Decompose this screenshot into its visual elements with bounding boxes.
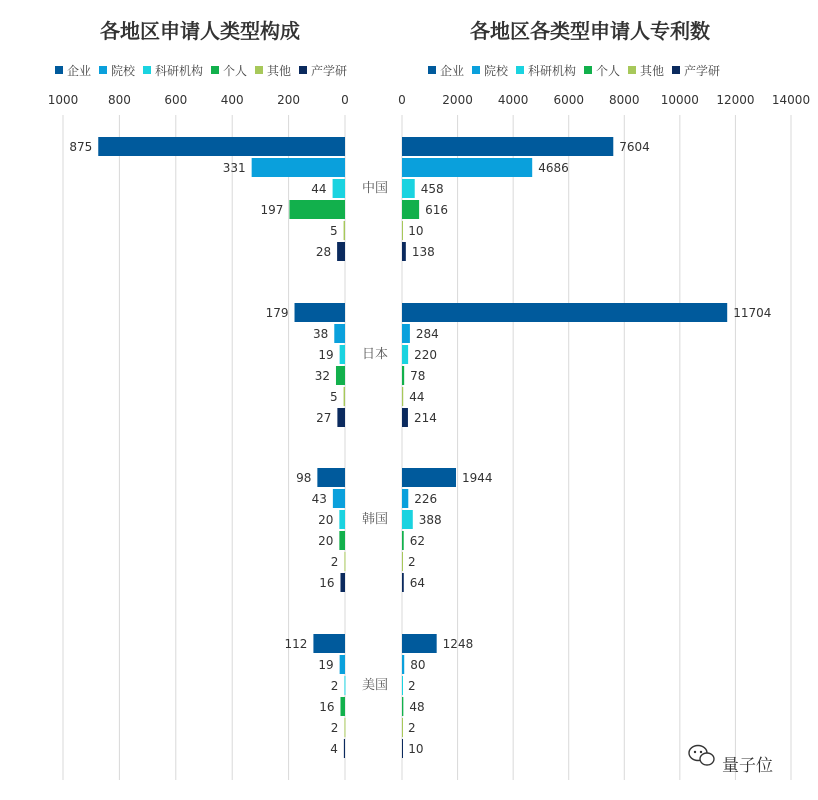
right-bar	[402, 242, 406, 261]
wechat-icon	[689, 746, 714, 766]
right-data-label: 44	[409, 390, 425, 404]
legend-label-4: 其他	[267, 64, 292, 78]
left-data-label: 5	[329, 390, 338, 404]
right-axis-ticks	[398, 93, 810, 107]
right-data-label: 1248	[442, 637, 474, 651]
left-data-label: 875	[69, 140, 93, 154]
right-data-label: 2	[408, 679, 416, 693]
left-data-label: 44	[311, 182, 327, 196]
right-chart-title: 各地区各类型申请人专利数	[470, 19, 710, 43]
country-labels	[362, 180, 388, 693]
left-data-label: 5	[329, 224, 338, 238]
right-data-label: 4686	[538, 161, 569, 175]
left-bar	[344, 739, 345, 758]
legend-label-2: 科研机构	[528, 64, 577, 78]
country-label: 韩国	[361, 512, 389, 527]
left-bar	[344, 718, 345, 737]
right-tick-label: 0	[398, 93, 406, 107]
right-legend	[428, 63, 720, 78]
legend-swatch-2	[143, 66, 151, 74]
left-data-label: 43	[311, 492, 327, 506]
legend-label-3: 个人	[223, 64, 248, 78]
right-bar	[402, 655, 404, 674]
left-data-label: 4	[330, 742, 338, 756]
left-data-label: 19	[318, 658, 334, 672]
legend-swatch-4	[628, 66, 636, 74]
right-bar	[402, 345, 408, 364]
country-label: 日本	[361, 347, 389, 362]
left-data-label: 19	[318, 348, 334, 362]
left-bar	[344, 387, 345, 406]
left-data-label: 27	[316, 411, 332, 425]
right-tick-label: 2000	[442, 93, 473, 107]
left-bar	[344, 221, 345, 240]
right-data-label: 78	[410, 369, 426, 383]
left-bar	[337, 242, 345, 261]
legend-swatch-5	[672, 66, 680, 74]
left-bar	[289, 200, 345, 219]
right-bar	[402, 221, 403, 240]
left-tick-label: 800	[107, 93, 131, 107]
legend-swatch-1	[99, 66, 107, 74]
right-data-label: 458	[420, 182, 444, 196]
right-tick-label: 14000	[771, 93, 811, 107]
right-data-label: 214	[413, 411, 437, 425]
legend-swatch-3	[584, 66, 592, 74]
right-data-label: 616	[425, 203, 449, 217]
legend-swatch-4	[255, 66, 263, 74]
right-bar	[402, 158, 532, 177]
left-bar	[98, 137, 345, 156]
right-data-label: 7604	[619, 140, 650, 154]
left-bars	[69, 137, 345, 758]
right-bar	[402, 179, 415, 198]
country-label: 中国	[361, 181, 389, 196]
legend-label-5: 产学研	[311, 64, 348, 78]
right-bar	[402, 324, 410, 343]
right-tick-label: 4000	[497, 93, 529, 107]
left-data-label: 38	[313, 327, 329, 341]
legend-swatch-1	[472, 66, 480, 74]
country-label: 美国	[361, 678, 389, 693]
right-bar	[402, 573, 404, 592]
legend-swatch-2	[516, 66, 524, 74]
left-tick-label: 0	[341, 93, 349, 107]
right-data-label: 284	[415, 327, 439, 341]
right-bar	[402, 366, 404, 385]
legend-label-0: 企业	[67, 64, 92, 78]
right-bar	[402, 552, 403, 571]
right-data-label: 80	[410, 658, 426, 672]
left-tick-label: 400	[220, 93, 244, 107]
legend-label-0: 企业	[440, 64, 465, 78]
left-data-label: 16	[319, 700, 335, 714]
right-bar	[402, 408, 408, 427]
left-bar	[344, 552, 345, 571]
left-data-label: 20	[318, 534, 334, 548]
right-bar	[402, 718, 403, 737]
right-tick-label: 8000	[609, 93, 640, 107]
legend-swatch-0	[428, 66, 436, 74]
right-data-label: 226	[414, 492, 438, 506]
right-data-label: 10	[408, 742, 424, 756]
right-tick-label: 10000	[660, 93, 699, 107]
legend-label-2: 科研机构	[155, 64, 204, 78]
left-bar	[344, 676, 345, 695]
watermark-text: 量子位	[722, 756, 773, 776]
left-bar	[340, 345, 345, 364]
legend-label-4: 其他	[640, 64, 665, 78]
left-data-label: 98	[296, 471, 312, 485]
left-data-label: 20	[318, 513, 334, 527]
left-data-label: 2	[330, 721, 339, 735]
left-data-label: 179	[265, 306, 289, 320]
legend-label-1: 院校	[484, 64, 509, 78]
left-bar	[334, 324, 345, 343]
left-bar	[337, 408, 345, 427]
left-data-label: 112	[284, 637, 308, 651]
left-bar	[333, 179, 345, 198]
right-data-label: 388	[418, 513, 442, 527]
right-bar	[402, 676, 403, 695]
right-tick-label: 6000	[553, 93, 584, 107]
right-bar	[402, 531, 404, 550]
right-data-label: 64	[409, 576, 426, 590]
left-bar	[340, 697, 345, 716]
right-bar	[402, 387, 403, 406]
right-data-label: 1944	[462, 471, 493, 485]
right-bar	[402, 303, 727, 322]
right-data-label: 138	[411, 245, 435, 259]
left-bar	[333, 489, 345, 508]
right-data-label: 11704	[733, 306, 772, 320]
left-bar	[340, 655, 345, 674]
right-bar	[402, 634, 437, 653]
right-data-label: 220	[414, 348, 438, 362]
left-bar	[339, 531, 345, 550]
watermark	[689, 746, 773, 777]
right-data-label: 62	[409, 534, 426, 548]
left-data-label: 16	[319, 576, 335, 590]
left-tick-label: 600	[164, 93, 188, 107]
right-bar	[402, 137, 613, 156]
right-gridlines	[402, 115, 791, 780]
legend-swatch-0	[55, 66, 63, 74]
legend-swatch-5	[299, 66, 307, 74]
right-bar	[402, 200, 419, 219]
legend-label-5: 产学研	[684, 64, 721, 78]
left-data-label: 331	[222, 161, 246, 175]
right-data-label: 48	[409, 700, 425, 714]
left-tick-label: 200	[277, 93, 301, 107]
left-data-label: 2	[330, 555, 339, 569]
right-bar	[402, 739, 403, 758]
left-bar	[339, 510, 345, 529]
left-data-label: 197	[260, 203, 284, 217]
left-legend	[55, 63, 347, 78]
right-bar	[402, 697, 403, 716]
legend-swatch-3	[211, 66, 219, 74]
left-data-label: 32	[314, 369, 330, 383]
left-bar	[313, 634, 345, 653]
left-bar	[252, 158, 345, 177]
right-bar	[402, 510, 413, 529]
left-chart-title: 各地区申请人类型构成	[100, 19, 300, 43]
right-data-label: 2	[408, 555, 416, 569]
right-tick-label: 12000	[716, 93, 755, 107]
right-data-label: 10	[408, 224, 424, 238]
right-bar	[402, 468, 456, 487]
left-bar	[336, 366, 345, 385]
left-data-label: 28	[315, 245, 332, 259]
right-data-label: 2	[408, 721, 416, 735]
legend-label-1: 院校	[111, 64, 136, 78]
left-tick-label: 1000	[47, 93, 79, 107]
left-bar	[295, 303, 345, 322]
left-bar	[340, 573, 345, 592]
left-axis-ticks	[48, 93, 349, 107]
left-data-label: 2	[330, 679, 339, 693]
right-bar	[402, 489, 408, 508]
legend-label-3: 个人	[596, 64, 621, 78]
left-bar	[317, 468, 345, 487]
